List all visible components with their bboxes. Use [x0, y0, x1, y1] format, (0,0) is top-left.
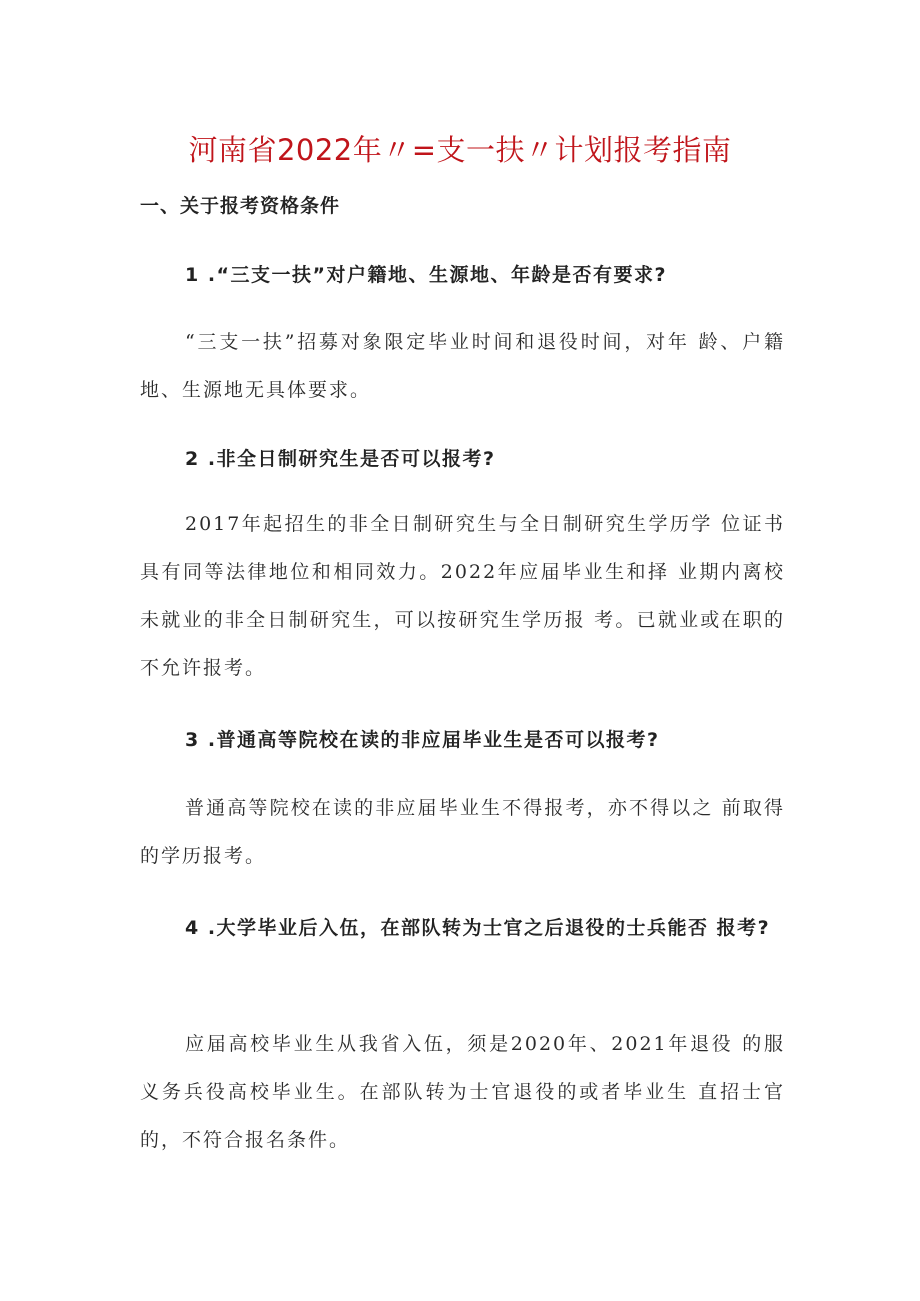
answer-3: 普通高等院校在读的非应届毕业生不得报考，亦不得以之 前取得的学历报考。	[140, 797, 785, 867]
answer-4: 应届高校毕业生从我省入伍，须是2020年、2021年退役 的服义务兵役高校毕业生。在部队转为士官退役的或者毕业生 直招士官的，不符合报名条件。	[140, 1033, 785, 1151]
question-2: 2 .非全日制研究生是否可以报考?	[185, 448, 496, 470]
question-1: 1 .“三支一扶”对户籍地、生源地、年龄是否有要求?	[185, 264, 668, 286]
section-heading: 一、关于报考资格条件	[140, 195, 341, 217]
question-4: 4 .大学毕业后入伍，在部队转为士官之后退役的士兵能否 报考?	[185, 917, 771, 939]
question-3: 3 .普通高等院校在读的非应届毕业生是否可以报考?	[185, 729, 660, 751]
document-title: 河南省2022年〃=支一扶〃计划报考指南	[188, 133, 732, 167]
answer-1: “三支一扶”招募对象限定毕业时间和退役时间，对年 龄、户籍地、生源地无具体要求。	[140, 331, 785, 401]
answer-2: 2017年起招生的非全日制研究生与全日制研究生学历学 位证书具有同等法律地位和相同效力。2022年应届毕业生和择 业期内离校未就业的非全日制研究生，可以按研究生学历报 考。已就业或在职的不允许报考。	[140, 513, 785, 679]
